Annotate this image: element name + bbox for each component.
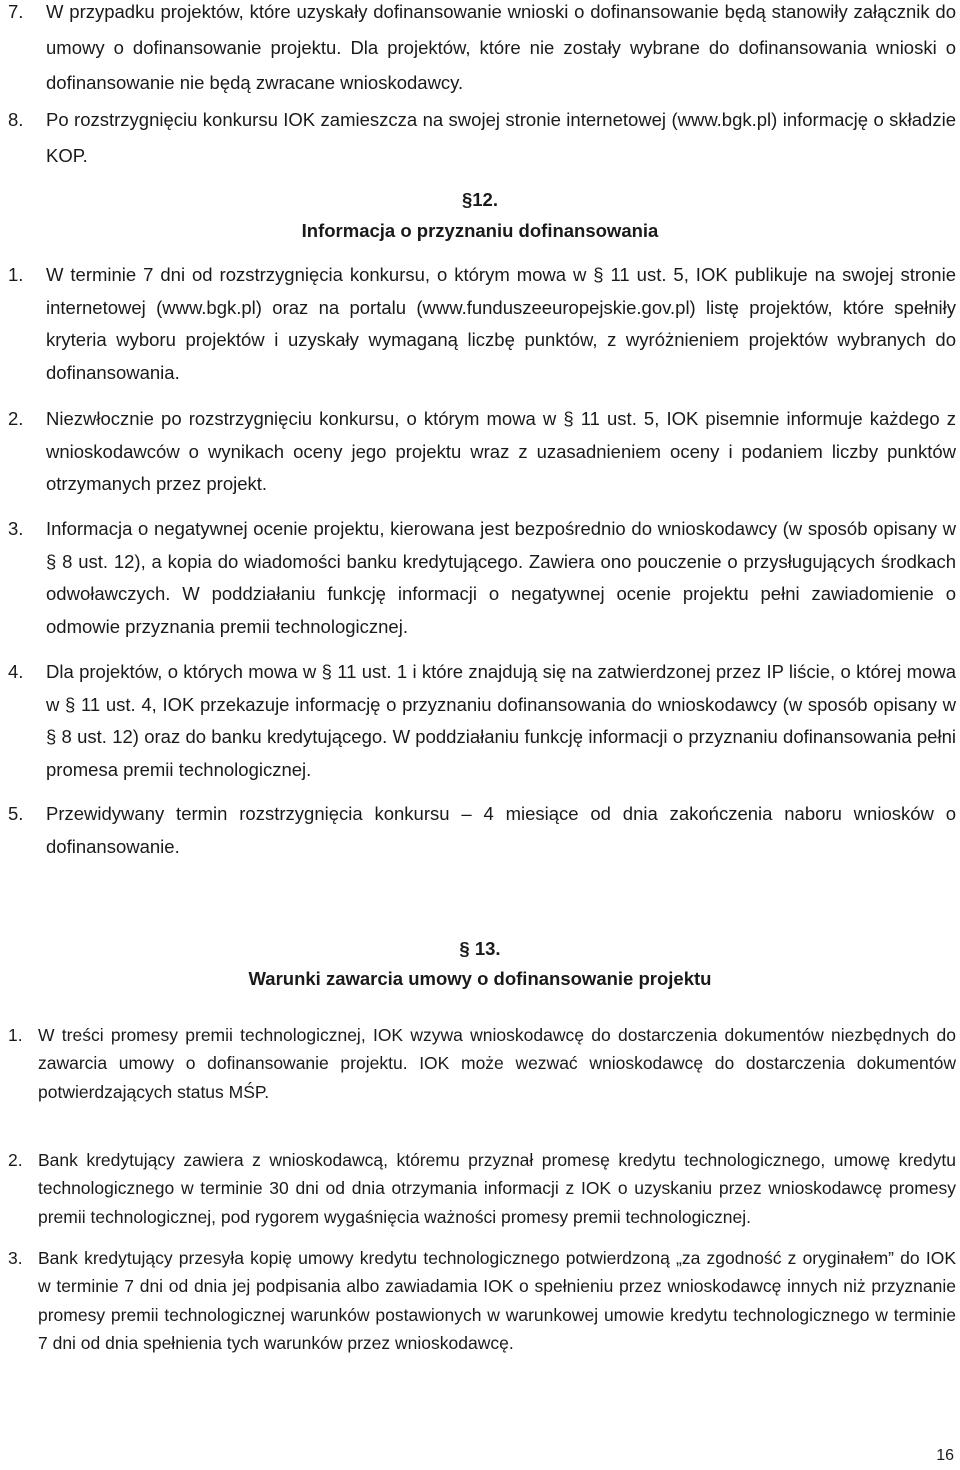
item-text: Przewidywany termin rozstrzygnięcia konkursu – 4 miesiące od dnia zakończenia naboru wniosków o dofinansowanie. bbox=[46, 803, 956, 857]
section-title: Informacja o przyznaniu dofinansowania bbox=[301, 220, 659, 241]
section-number: § 13. bbox=[459, 938, 501, 959]
item-number: 2. bbox=[8, 1150, 23, 1170]
list-item bbox=[8, 259, 956, 389]
item-number: 5. bbox=[8, 803, 24, 824]
list-item bbox=[8, 656, 956, 786]
item-text: W terminie 7 dni od rozstrzygnięcia konkursu, o którym mowa w § 11 ust. 5, IOK publikuje na swojej stronie internetowej (www.bgk.pl) oraz na portalu (www.funduszeeuropejskie.gov.pl) listę projektów, które spełniły kryteria wyboru projektów i uzyskały wymaganą liczbę punktów, z wyróżnieniem projektów wybranych do dofinansowania. bbox=[46, 264, 956, 383]
section-title: Warunki zawarcia umowy o dofinansowanie projektu bbox=[248, 968, 712, 989]
list-item bbox=[8, 1244, 956, 1357]
item-text: Po rozstrzygnięciu konkursu IOK zamieszcza na swojej stronie internetowej (www.bgk.pl) informację o składzie KOP. bbox=[46, 109, 956, 166]
page-number: 16 bbox=[936, 1447, 954, 1464]
list-item bbox=[8, 403, 956, 501]
list-item bbox=[8, 798, 956, 863]
item-number: 1. bbox=[8, 264, 24, 285]
item-number: 2. bbox=[8, 408, 24, 429]
item-text: Bank kredytujący zawiera z wnioskodawcą, któremu przyznał promesę kredytu technologicznego, umowę kredytu technologicznego w terminie 30 dni od dnia otrzymania informacji z IOK o uzyskaniu przez wnioskodawcę promesy premii technologicznej, pod rygorem wygaśnięcia ważności promesy premii technologicznej. bbox=[38, 1150, 956, 1227]
item-number: 1. bbox=[8, 1025, 23, 1045]
item-text: W przypadku projektów, które uzyskały dofinansowanie wnioski o dofinansowanie będą stanowiły załącznik do umowy o dofinansowanie projektu. Dla projektów, które nie zostały wybrane do dofinansowania wnioski o dofinansowanie nie będą zwracane wnioskodawcy. bbox=[46, 1, 956, 93]
item-text: Informacja o negatywnej ocenie projektu, kierowana jest bezpośrednio do wnioskodawcy (w sposób opisany w § 8 ust. 12), a kopia do wiadomości banku kredytującego. Zawiera ono pouczenie o przysługujących środkach odwoławczych. W poddziałaniu funkcję informacji o negatywnej ocenie projektu pełni zawiadomienie o odmowie przyznania premii technologicznej. bbox=[46, 518, 956, 637]
item-number: 3. bbox=[8, 1248, 23, 1268]
item-number: 3. bbox=[8, 518, 24, 539]
item-text: Niezwłocznie po rozstrzygnięciu konkursu, o którym mowa w § 11 ust. 5, IOK pisemnie informuje każdego z wnioskodawców o wynikach oceny jego projektu wraz z uzasadnieniem oceny i podaniem liczby punktów otrzymanych przez projekt. bbox=[46, 408, 956, 494]
item-text: Dla projektów, o których mowa w § 11 ust. 1 i które znajdują się na zatwierdzonej przez IP liście, o której mowa w § 11 ust. 4, IOK przekazuje informację o przyznaniu dofinansowania do wnioskodawcy (w sposób opisany w § 8 ust. 12) oraz do banku kredytującego. W poddziałaniu funkcję informacji o przyznaniu dofinansowania pełni promesa premii technologicznej. bbox=[46, 661, 956, 780]
section-number: §12. bbox=[461, 189, 498, 210]
list-item bbox=[8, 1146, 956, 1231]
list-item bbox=[8, 513, 956, 643]
item-number: 7. bbox=[8, 1, 24, 22]
list-item bbox=[8, 1021, 956, 1106]
list-item bbox=[8, 102, 956, 173]
item-text: W treści promesy premii technologicznej, IOK wzywa wnioskodawcę do dostarczenia dokumentów niezbędnych do zawarcia umowy o dofinansowanie projektu. IOK może wezwać wnioskodawcę do dostarczenia dokumentów potwierdzających status MŚP. bbox=[38, 1025, 956, 1102]
item-number: 4. bbox=[8, 661, 24, 682]
item-text: Bank kredytujący przesyła kopię umowy kredytu technologicznego potwierdzoną „za zgodność z oryginałem” do IOK w terminie 7 dni od dnia jej podpisania albo zawiadamia IOK o spełnieniu przez wnioskodawcę innych niż przyznanie promesy premii technologicznej warunków postawionych w warunkowej umowie kredytu technologicznego w terminie 7 dni od dnia spełnienia tych warunków przez wnioskodawcę. bbox=[38, 1248, 956, 1353]
item-number: 8. bbox=[8, 109, 24, 130]
list-item bbox=[8, 0, 956, 101]
